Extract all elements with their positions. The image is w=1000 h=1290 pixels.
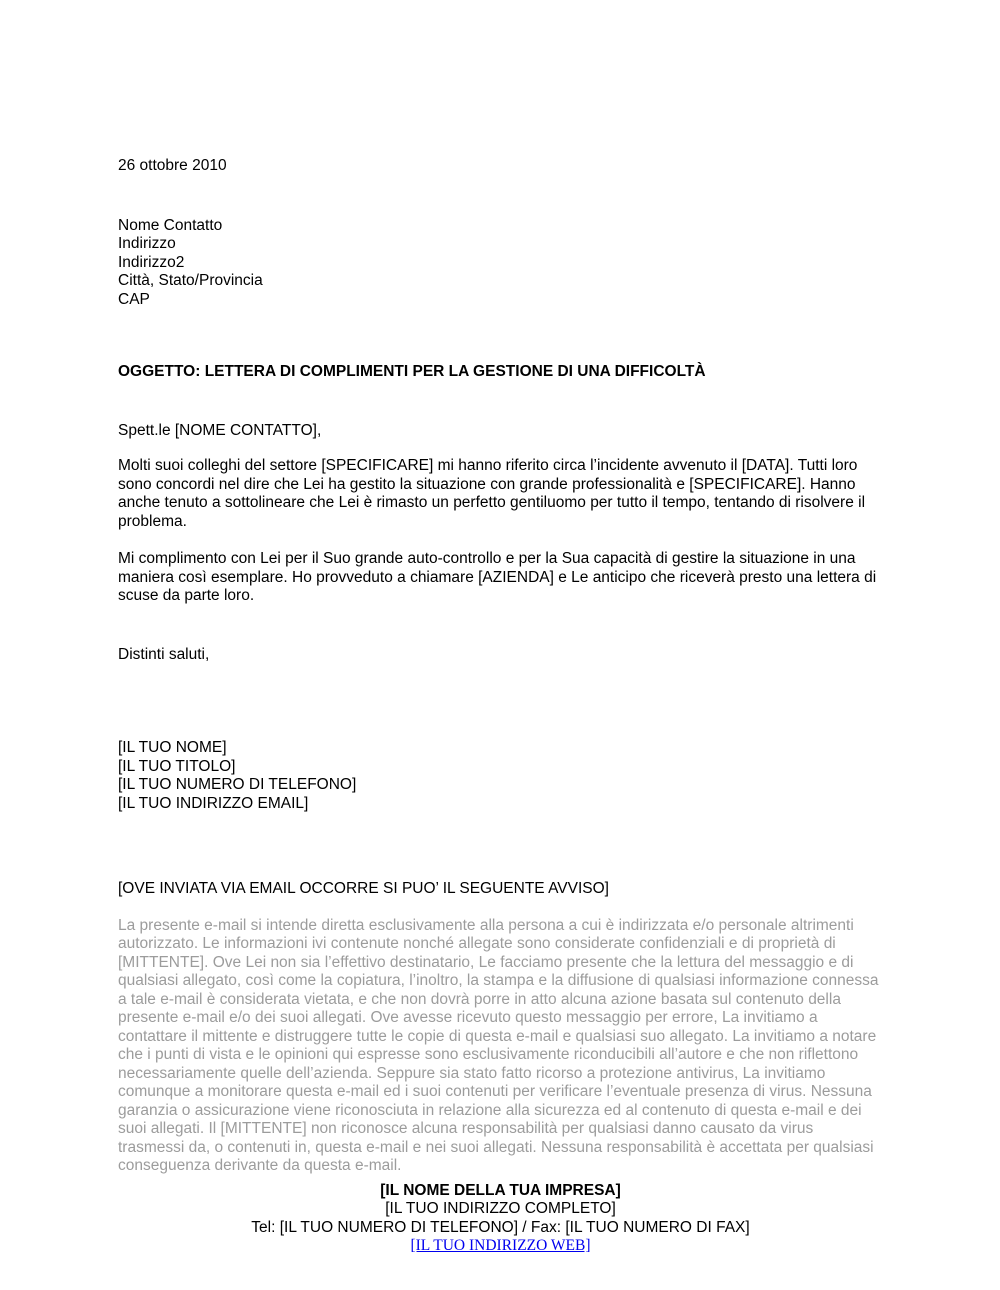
recipient-city-state: Città, Stato/Provincia	[118, 272, 263, 289]
footer-address: [IL TUO INDIRIZZO COMPLETO]	[385, 1200, 616, 1217]
signature-block	[118, 739, 883, 813]
salutation: Spett.le [NOME CONTATTO],	[118, 421, 322, 439]
footer-tel-fax: Tel: [IL TUO NUMERO DI TELEFONO] / Fax: [IL TUO NUMERO DI FAX]	[251, 1218, 750, 1236]
closing-salute: Distinti saluti,	[118, 645, 210, 663]
signature-name: [IL TUO NOME]	[118, 739, 227, 756]
subject-line: OGGETTO: LETTERA DI COMPLIMENTI PER LA GESTIONE DI UNA DIFFICOLTÀ	[118, 363, 706, 380]
letter-footer	[118, 1182, 883, 1256]
recipient-block	[118, 217, 883, 310]
footer-web-link[interactable]: [IL TUO INDIRIZZO WEB]	[410, 1237, 591, 1254]
signature-title: [IL TUO TITOLO]	[118, 757, 236, 775]
body-paragraph-2: Mi complimento con Lei per il Suo grande auto-controllo e per la Sua capacità di gestire la situazione in una maniera così esemplare. Ho provveduto a chiamare [AZIENDA] e Le anticipo che riceverà presto una lettera di scuse da parte loro.	[118, 550, 877, 604]
body-paragraph-1: Molti suoi colleghi del settore [SPECIFICARE] mi hanno riferito circa l’incidente avvenuto il [DATA]. Tutti loro sono concordi nel dire che Lei ha gestito la situazione con grande professionalità e [SPECIFICARE]. Hanno anche tenuto a sottolineare che Lei è rimasto un perfetto gentiluomo per tutto il tempo, tentando di risolvere il problema.	[118, 457, 866, 530]
footer-company-name: [IL NOME DELLA TUA IMPRESA]	[380, 1181, 621, 1199]
recipient-zip: CAP	[118, 290, 150, 308]
email-notice-heading: [OVE INVIATA VIA EMAIL OCCORRE SI PUO’ IL SEGUENTE AVVISO]	[118, 880, 609, 897]
signature-phone: [IL TUO NUMERO DI TELEFONO]	[118, 776, 357, 793]
recipient-name: Nome Contatto	[118, 216, 223, 234]
footer-web-row	[118, 1237, 883, 1256]
recipient-address2: Indirizzo2	[118, 253, 185, 271]
signature-email: [IL TUO INDIRIZZO EMAIL]	[118, 794, 309, 812]
letter-date: 26 ottobre 2010	[118, 157, 227, 174]
email-disclaimer: La presente e-mail si intende diretta esclusivamente alla persona a cui è indirizzata e/o personale altrimenti autorizzato. Le informazioni ivi contenute nonché allegate sono considerate confidenziali e di proprietà di [MITTENTE]. Ove Lei non sia l’effettivo destinatario, Le facciamo presente che la lettura del messaggio e di qualsiasi allegato, così come la copiatura, l’inoltro, la stampa e la diffusione di qualsiasi informazione connessa a tale e-mail è considerata vietata, e che non dovrà porre in atto alcuna azione basata sul contenuto della presente e-mail e/o dei suoi allegati. Ove avesse ricevuto questo messaggio per errore, La invitiamo a contattare il mittente e distruggere tutte le copie di questa e-mail e qualsiasi suo allegato. La invitiamo a notare che i punti di vista e le opinioni qui espresse sono esclusivamente riconducibili all’autore e che non riflettono necessariamente quelle dell’azienda. Seppure sia stato fatto ricorso a protezione antivirus, La invitiamo comunque a monitorare questa e-mail ed i suoi contenuti per verificare l’eventuale presenza di virus. Nessuna garanzia o assicurazione viene riconosciuta in relazione alla sicurezza ed al contenuto di questa e-mail e dei suoi allegati. Il [MITTENTE] non riconosce alcuna responsabilità per qualsiasi danno causato da virus trasmessi da, o contenuti in, questa e-mail e nei suoi allegati. Nessuna responsabilità è accettata per qualsiasi conseguenza derivante da questa e-mail.	[118, 916, 879, 1174]
recipient-address1: Indirizzo	[118, 235, 176, 252]
